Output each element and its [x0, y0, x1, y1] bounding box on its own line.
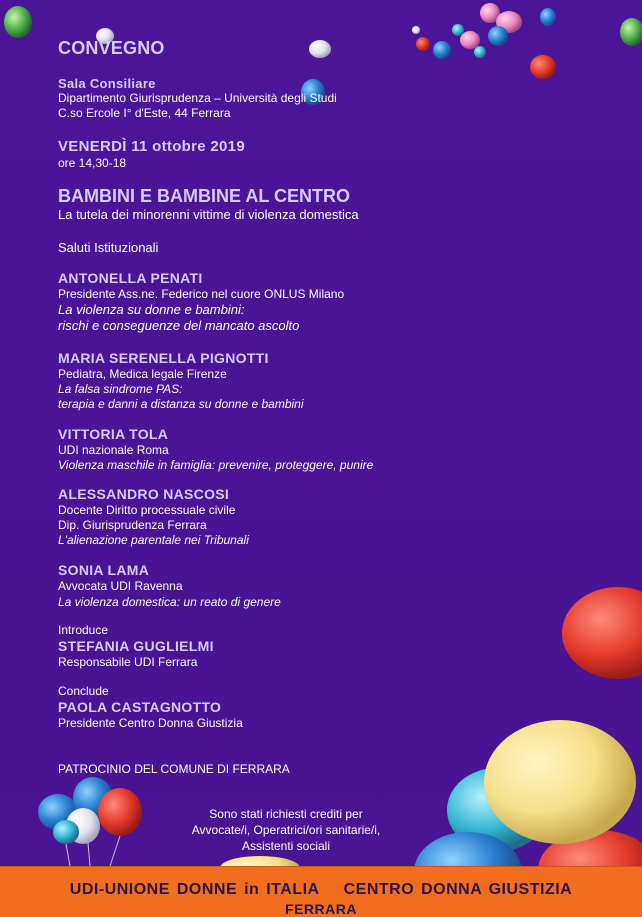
footer-org-cdg: CENTRO DONNA GIUSTIZIA — [343, 881, 573, 898]
speaker-role: UDI nazionale Roma — [58, 443, 169, 457]
introduce-block — [58, 623, 214, 670]
credits-line: Assistenti sociali — [241, 839, 331, 853]
speaker-4 — [58, 486, 249, 548]
credits-line: Sono stati richiesti crediti per — [209, 807, 363, 821]
right-balloon-cluster — [414, 587, 642, 912]
speaker-name: ANTONELLA PENATI — [58, 270, 203, 286]
speaker-1 — [58, 270, 344, 334]
speaker-role: Presidente Ass.ne. Federico nel cuore ONLUS Milano — [58, 287, 345, 301]
speaker-5 — [58, 562, 281, 610]
venue-name: Sala Consiliare — [58, 76, 156, 91]
event-type: CONVEGNO — [58, 38, 165, 58]
speaker-talk: La falsa sindrome PAS: — [58, 382, 183, 396]
conclude-block — [58, 684, 243, 731]
venue-department: Dipartimento Giurisprudenza – Università degli Studi — [58, 91, 337, 105]
speaker-talk: La violenza domestica: un reato di genere — [58, 595, 281, 609]
speaker-role: Pediatra, Medica legale Firenze — [58, 367, 227, 381]
speaker-talk: rischi e conseguenze del mancato ascolto — [58, 318, 300, 333]
credits-note — [176, 806, 396, 854]
speaker-2 — [58, 350, 304, 412]
introduce-role: Responsabile UDI Ferrara — [58, 655, 198, 669]
speaker-talk: La violenza su donne e bambini: — [58, 302, 245, 317]
speaker-name: SONIA LAMA — [58, 562, 150, 578]
conclude-role: Presidente Centro Donna Giustizia — [58, 716, 243, 730]
event-time: ore 14,30-18 — [58, 156, 127, 170]
speaker-name: VITTORIA TOLA — [58, 426, 169, 442]
event-date: VENERDÌ 11 ottobre 2019 — [58, 138, 245, 155]
conclude-name: PAOLA CASTAGNOTTO — [58, 699, 222, 715]
speaker-role: Dip. Giurisprudenza Ferrara — [58, 518, 207, 532]
speaker-talk: L'alienazione parentale nei Tribunali — [58, 533, 249, 547]
credits-line: Avvocate/i, Operatrici/ori sanitarie/i, — [191, 823, 381, 837]
speaker-name: MARIA SERENELLA PIGNOTTI — [58, 350, 269, 366]
speaker-role: Docente Diritto processuale civile — [58, 503, 236, 517]
introduce-label: Introduce — [58, 623, 109, 637]
greetings: Saluti Istituzionali — [58, 240, 159, 255]
speaker-3 — [58, 426, 373, 473]
event-title: BAMBINI E BAMBINE AL CENTRO — [58, 186, 350, 206]
introduce-name: STEFANIA GUGLIELMI — [58, 638, 214, 654]
event-subtitle: La tutela dei minorenni vittime di violenza domestica — [58, 207, 359, 222]
date-block — [58, 138, 245, 171]
footer-organizers — [0, 881, 642, 899]
speaker-talk: terapia e danni a distanza su donne e bambini — [58, 397, 304, 411]
footer-city: FERRARA — [285, 901, 357, 917]
venue-address: C.so Ercole I° d'Este, 44 Ferrara — [58, 106, 231, 120]
footer-band — [0, 866, 642, 917]
patronage: PATROCINIO DEL COMUNE DI FERRARA — [58, 762, 290, 776]
speaker-role: Avvocata UDI Ravenna — [58, 579, 183, 593]
conclude-label: Conclude — [58, 684, 109, 698]
speaker-talk: Violenza maschile in famiglia: prevenire, proteggere, punire — [58, 458, 374, 472]
footer-org-udi: UDI-UNIONE DONNE in ITALIA — [69, 881, 320, 898]
title-block — [58, 186, 359, 222]
venue — [58, 76, 337, 121]
speaker-name: ALESSANDRO NASCOSI — [58, 486, 230, 502]
